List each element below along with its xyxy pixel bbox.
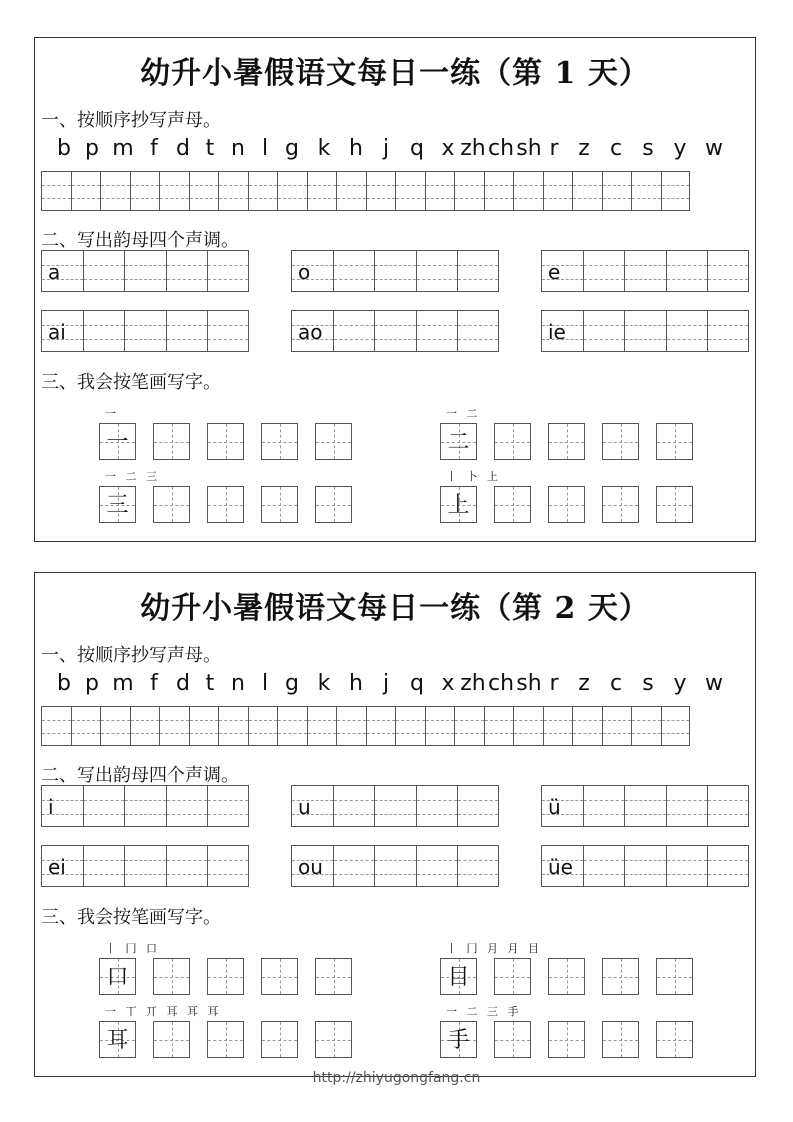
tone-cell[interactable] <box>457 310 499 352</box>
tone-cell[interactable] <box>124 785 166 827</box>
vowel-tone-grid <box>291 310 499 352</box>
initial-letter: d <box>176 671 190 696</box>
stroke-order: 一 <box>105 407 119 420</box>
vowel-cell <box>41 310 83 352</box>
copy-strip <box>41 171 690 211</box>
practice-cell[interactable] <box>261 958 298 995</box>
writing-cell[interactable] <box>336 706 366 746</box>
vowel-label: ou <box>298 855 323 879</box>
stroke-order: 一 二 三 <box>105 470 160 483</box>
model-character: 上 <box>447 493 470 518</box>
vowel-tone-grid <box>41 785 249 827</box>
initial-letter: n <box>231 671 245 696</box>
initial-letter: y <box>673 671 687 696</box>
tone-cell[interactable] <box>666 845 708 887</box>
initial-letter: z <box>578 671 590 696</box>
character-grid <box>440 958 693 995</box>
model-character: 三 <box>106 493 129 518</box>
practice-cell[interactable] <box>315 423 352 460</box>
initial-letter: b <box>57 136 71 161</box>
initial-letter: p <box>85 671 99 696</box>
writing-cell[interactable] <box>366 706 396 746</box>
initials-row <box>53 671 735 696</box>
character-grid <box>99 423 352 460</box>
initial-letter: r <box>549 136 559 161</box>
initial-letter: g <box>285 136 299 161</box>
vowel-cell <box>541 250 583 292</box>
tone-cell[interactable] <box>416 785 458 827</box>
tone-cell[interactable] <box>707 310 749 352</box>
tone-cell[interactable] <box>707 845 749 887</box>
initial-letter: j <box>382 136 390 161</box>
stroke-order: 一 二 <box>446 407 481 420</box>
initial-letter: s <box>642 671 654 696</box>
initial-letter: m <box>112 136 134 161</box>
tone-cell[interactable] <box>333 310 375 352</box>
character-grid <box>440 423 693 460</box>
practice-cell[interactable] <box>494 486 531 523</box>
initial-letter: z <box>578 136 590 161</box>
practice-cell[interactable] <box>602 423 639 460</box>
model-character-cell <box>99 958 136 995</box>
tone-cell[interactable] <box>583 785 625 827</box>
vowel-label: i <box>48 795 54 819</box>
initial-letter: w <box>705 671 723 696</box>
initial-letter: b <box>57 671 71 696</box>
tone-cell[interactable] <box>457 785 499 827</box>
page-title: 幼升小暑假语文每日一练（第 1 天） <box>140 56 650 91</box>
practice-cell[interactable] <box>315 958 352 995</box>
writing-cell[interactable] <box>307 706 337 746</box>
writing-cell[interactable] <box>71 171 101 211</box>
vowel-label: o <box>298 260 311 284</box>
writing-cell[interactable] <box>661 706 691 746</box>
initial-letter: q <box>410 671 424 696</box>
character-grid <box>99 1021 352 1058</box>
initial-letter: q <box>410 136 424 161</box>
writing-cell[interactable] <box>631 706 661 746</box>
practice-cell[interactable] <box>602 958 639 995</box>
character-grid <box>99 958 352 995</box>
initial-letter: k <box>317 671 331 696</box>
writing-cell[interactable] <box>454 171 484 211</box>
writing-cell[interactable] <box>336 171 366 211</box>
writing-cell[interactable] <box>71 706 101 746</box>
practice-cell[interactable] <box>548 958 585 995</box>
writing-cell[interactable] <box>602 171 632 211</box>
practice-cell[interactable] <box>656 1021 693 1058</box>
initial-letter: l <box>261 671 269 696</box>
tone-cell[interactable] <box>666 785 708 827</box>
section-3-label: 三、我会按笔画写字。 <box>41 372 221 393</box>
tone-cell[interactable] <box>207 785 249 827</box>
writing-cell[interactable] <box>218 171 248 211</box>
writing-cell[interactable] <box>454 706 484 746</box>
writing-cell[interactable] <box>159 706 189 746</box>
initial-letter: zh <box>460 136 486 161</box>
initial-letter: x <box>441 671 455 696</box>
writing-cell[interactable] <box>602 706 632 746</box>
tone-cell[interactable] <box>624 785 666 827</box>
section-1-label: 一、按顺序抄写声母。 <box>41 110 221 131</box>
model-character-cell <box>99 423 136 460</box>
writing-cell[interactable] <box>572 171 602 211</box>
vowel-cell <box>291 785 333 827</box>
initial-letter: m <box>112 671 134 696</box>
initial-letter: d <box>176 136 190 161</box>
vowel-cell <box>541 845 583 887</box>
copy-strip <box>41 706 690 746</box>
vowel-label: üe <box>548 855 573 879</box>
section-2-label: 二、写出韵母四个声调。 <box>41 765 239 786</box>
tone-cell[interactable] <box>124 310 166 352</box>
section-2-label: 二、写出韵母四个声调。 <box>41 230 239 251</box>
practice-cell[interactable] <box>261 1021 298 1058</box>
initial-letter: zh <box>460 671 486 696</box>
writing-cell[interactable] <box>572 706 602 746</box>
practice-cell[interactable] <box>207 486 244 523</box>
practice-cell[interactable] <box>494 1021 531 1058</box>
practice-cell[interactable] <box>548 486 585 523</box>
initial-letter: f <box>150 136 158 161</box>
writing-cell[interactable] <box>425 706 455 746</box>
stroke-order: 丨 卜 上 <box>446 470 501 483</box>
writing-cell[interactable] <box>277 706 307 746</box>
tone-cell[interactable] <box>374 310 416 352</box>
practice-cell[interactable] <box>602 486 639 523</box>
stroke-order: 丨 冂 月 月 目 <box>446 942 542 955</box>
model-character-cell <box>440 423 477 460</box>
writing-cell[interactable] <box>41 706 71 746</box>
tone-cell[interactable] <box>583 845 625 887</box>
writing-cell[interactable] <box>425 171 455 211</box>
tone-cell[interactable] <box>124 250 166 292</box>
initial-letter: j <box>382 671 390 696</box>
practice-cell[interactable] <box>261 423 298 460</box>
model-character: 二 <box>447 430 470 455</box>
initial-letter: sh <box>516 136 542 161</box>
initial-letter: s <box>642 136 654 161</box>
writing-cell[interactable] <box>159 171 189 211</box>
practice-cell[interactable] <box>656 486 693 523</box>
vowel-tone-grid <box>41 250 249 292</box>
initial-letter: t <box>205 136 215 161</box>
tone-cell[interactable] <box>374 845 416 887</box>
vowel-label: e <box>548 260 561 284</box>
tone-cell[interactable] <box>333 845 375 887</box>
writing-cell[interactable] <box>513 706 543 746</box>
practice-cell[interactable] <box>494 423 531 460</box>
vowel-label: ü <box>548 795 561 819</box>
vowel-tone-grid <box>541 845 749 887</box>
section-3-label: 三、我会按笔画写字。 <box>41 907 221 928</box>
writing-cell[interactable] <box>130 706 160 746</box>
tone-cell[interactable] <box>166 785 208 827</box>
tone-cell[interactable] <box>207 310 249 352</box>
writing-cell[interactable] <box>41 171 71 211</box>
character-grid <box>440 1021 693 1058</box>
vowel-tone-grid <box>41 845 249 887</box>
practice-cell[interactable] <box>261 486 298 523</box>
initial-letter: ch <box>487 136 515 161</box>
model-character-cell <box>99 1021 136 1058</box>
initial-letter: c <box>609 136 623 161</box>
tone-cell[interactable] <box>333 785 375 827</box>
model-character: 耳 <box>106 1028 129 1053</box>
writing-cell[interactable] <box>543 706 573 746</box>
writing-cell[interactable] <box>189 171 219 211</box>
initial-letter: h <box>349 671 363 696</box>
writing-cell[interactable] <box>543 171 573 211</box>
initial-letter: p <box>85 136 99 161</box>
writing-cell[interactable] <box>395 171 425 211</box>
tone-cell[interactable] <box>124 845 166 887</box>
practice-cell[interactable] <box>602 1021 639 1058</box>
vowel-cell <box>291 310 333 352</box>
stroke-order: 一 丅 丌 耳 耳 耳 <box>105 1005 222 1018</box>
practice-cell[interactable] <box>315 1021 352 1058</box>
character-grid <box>440 486 693 523</box>
writing-cell[interactable] <box>277 171 307 211</box>
writing-cell[interactable] <box>395 706 425 746</box>
vowel-tone-grid <box>291 785 499 827</box>
vowel-cell <box>291 250 333 292</box>
footer-url: http://zhiyugongfang.cn <box>312 1070 481 1086</box>
practice-cell[interactable] <box>153 1021 190 1058</box>
writing-cell[interactable] <box>661 171 691 211</box>
page-title: 幼升小暑假语文每日一练（第 2 天） <box>140 591 650 626</box>
model-character: 口 <box>106 965 129 990</box>
vowel-tone-grid <box>291 845 499 887</box>
tone-cell[interactable] <box>624 310 666 352</box>
vowel-label: u <box>298 795 311 819</box>
writing-cell[interactable] <box>100 706 130 746</box>
model-character: 手 <box>447 1028 470 1053</box>
writing-cell[interactable] <box>631 171 661 211</box>
practice-cell[interactable] <box>153 958 190 995</box>
model-character-cell <box>440 486 477 523</box>
writing-cell[interactable] <box>100 171 130 211</box>
writing-cell[interactable] <box>484 706 514 746</box>
tone-cell[interactable] <box>166 310 208 352</box>
practice-cell[interactable] <box>153 423 190 460</box>
initials-row <box>53 136 735 161</box>
practice-cell[interactable] <box>548 423 585 460</box>
tone-cell[interactable] <box>624 845 666 887</box>
tone-cell[interactable] <box>457 250 499 292</box>
writing-cell[interactable] <box>218 706 248 746</box>
day-panel-1 <box>34 37 756 542</box>
vowel-label: ao <box>298 320 323 344</box>
initial-letter: c <box>609 671 623 696</box>
writing-cell[interactable] <box>484 171 514 211</box>
tone-cell[interactable] <box>666 250 708 292</box>
model-character-cell <box>440 958 477 995</box>
section-1-label: 一、按顺序抄写声母。 <box>41 645 221 666</box>
model-character-cell <box>99 486 136 523</box>
initial-letter: t <box>205 671 215 696</box>
tone-cell[interactable] <box>707 785 749 827</box>
practice-cell[interactable] <box>315 486 352 523</box>
initial-letter: x <box>441 136 455 161</box>
tone-cell[interactable] <box>166 845 208 887</box>
vowel-tone-grid <box>541 785 749 827</box>
tone-cell[interactable] <box>457 845 499 887</box>
practice-cell[interactable] <box>207 958 244 995</box>
tone-cell[interactable] <box>83 250 125 292</box>
writing-cell[interactable] <box>513 171 543 211</box>
tone-cell[interactable] <box>583 310 625 352</box>
initial-letter: r <box>549 671 559 696</box>
tone-cell[interactable] <box>83 785 125 827</box>
vowel-label: ai <box>48 320 66 344</box>
initial-letter: w <box>705 136 723 161</box>
model-character-cell <box>440 1021 477 1058</box>
tone-cell[interactable] <box>583 250 625 292</box>
tone-cell[interactable] <box>666 310 708 352</box>
model-character: 一 <box>106 430 129 455</box>
vowel-cell <box>291 845 333 887</box>
tone-cell[interactable] <box>166 250 208 292</box>
tone-cell[interactable] <box>333 250 375 292</box>
practice-cell[interactable] <box>656 423 693 460</box>
initial-letter: k <box>317 136 331 161</box>
tone-cell[interactable] <box>416 250 458 292</box>
initial-letter: y <box>673 136 687 161</box>
vowel-cell <box>41 785 83 827</box>
writing-cell[interactable] <box>248 706 278 746</box>
tone-cell[interactable] <box>83 310 125 352</box>
practice-cell[interactable] <box>548 1021 585 1058</box>
model-character: 目 <box>447 965 470 990</box>
writing-cell[interactable] <box>366 171 396 211</box>
practice-cell[interactable] <box>207 1021 244 1058</box>
stroke-order: 一 二 三 手 <box>446 1005 522 1018</box>
tone-cell[interactable] <box>374 250 416 292</box>
character-grid <box>99 486 352 523</box>
initial-letter: f <box>150 671 158 696</box>
vowel-cell <box>41 250 83 292</box>
initial-letter: n <box>231 136 245 161</box>
tone-cell[interactable] <box>416 845 458 887</box>
day-panel-2 <box>34 572 756 1077</box>
practice-cell[interactable] <box>656 958 693 995</box>
vowel-label: ie <box>548 320 566 344</box>
tone-cell[interactable] <box>707 250 749 292</box>
vowel-label: ei <box>48 855 66 879</box>
tone-cell[interactable] <box>207 250 249 292</box>
vowel-tone-grid <box>541 310 749 352</box>
writing-cell[interactable] <box>248 171 278 211</box>
initial-letter: h <box>349 136 363 161</box>
practice-cell[interactable] <box>494 958 531 995</box>
writing-cell[interactable] <box>130 171 160 211</box>
initial-letter: l <box>261 136 269 161</box>
initial-letter: sh <box>516 671 542 696</box>
writing-cell[interactable] <box>189 706 219 746</box>
writing-cell[interactable] <box>307 171 337 211</box>
vowel-cell <box>41 845 83 887</box>
vowel-tone-grid <box>41 310 249 352</box>
practice-cell[interactable] <box>153 486 190 523</box>
vowel-tone-grid <box>541 250 749 292</box>
initial-letter: ch <box>487 671 515 696</box>
vowel-tone-grid <box>291 250 499 292</box>
tone-cell[interactable] <box>624 250 666 292</box>
tone-cell[interactable] <box>83 845 125 887</box>
tone-cell[interactable] <box>207 845 249 887</box>
vowel-cell <box>541 785 583 827</box>
stroke-order: 丨 冂 口 <box>105 942 160 955</box>
practice-cell[interactable] <box>207 423 244 460</box>
tone-cell[interactable] <box>416 310 458 352</box>
initial-letter: g <box>285 671 299 696</box>
vowel-cell <box>541 310 583 352</box>
vowel-label: a <box>48 260 61 284</box>
tone-cell[interactable] <box>374 785 416 827</box>
